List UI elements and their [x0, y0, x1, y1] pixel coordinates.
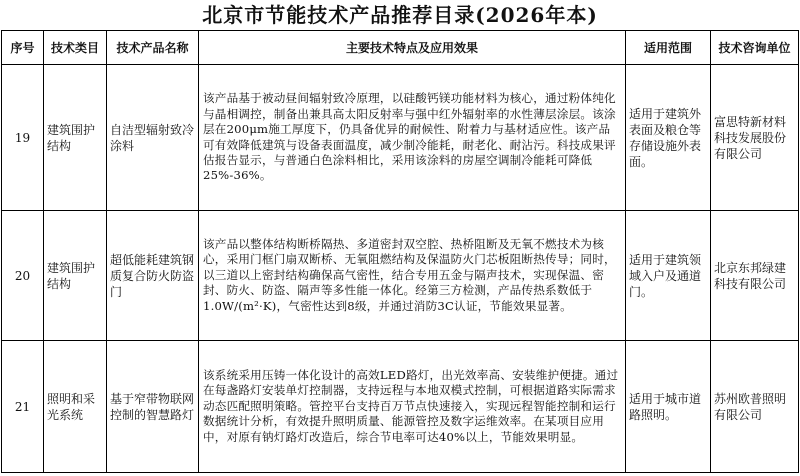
row-description: 该系统采用压铸一体化设计的高效LED路灯，出光效率高、安装维护便捷。通过在每盏路灯安装单灯控制器，支持远程与本地双模式控制，可根据道路实际需求动态匹配照明策略。管控平台支持百万节点快速接入，实现远程智能控制和运行数据统计分析，有效提升照明质量、能源管控及数字运维效率。在某项目应用中，对原有钠灯路灯改造后，综合节电率可达40%以上，节能效果明显。 — [199, 341, 626, 473]
header-description: 主要技术特点及应用效果 — [199, 31, 626, 65]
row-product-name: 基于窄带物联网控制的智慧路灯 — [107, 341, 199, 473]
header-category: 技术类目 — [44, 31, 107, 65]
header-num: 序号 — [2, 31, 44, 65]
row-scope: 适用于城市道路照明。 — [626, 341, 711, 473]
row-num: 20 — [2, 211, 44, 341]
row-description: 该产品基于被动昼间辐射致冷原理，以硅酸钙镁功能材料为核心，通过粉体纯化与晶相调控，制备出兼具高太阳反射率与强中红外辐射率的水性薄层涂层。该涂层在200μm施工厚度下，仍具备优异的耐候性、附着力与基材适应性。该产品可有效降低建筑与设备表面温度，减少制冷能耗，耐老化、耐沾污。科技成果评估报告显示，与普通白色涂料相比，采用该涂料的房屋空调制冷能耗可降低25%-36%。 — [199, 65, 626, 211]
row-product-name: 自洁型辐射致冷涂料 — [107, 65, 199, 211]
table-row — [2, 341, 799, 473]
row-consulting-unit: 富思特新材料科技发展股份有限公司 — [711, 65, 799, 211]
document-title: 北京市节能技术产品推荐目录(2026年本) — [202, 3, 598, 27]
row-product-name: 超低能耗建筑钢质复合防火防盗门 — [107, 211, 199, 341]
row-scope: 适用于建筑外表面及粮仓等存储设施外表面。 — [626, 65, 711, 211]
header-unit: 技术咨询单位 — [711, 31, 799, 65]
row-category: 照明和采光系统 — [44, 341, 107, 473]
row-num: 19 — [2, 65, 44, 211]
table-header-row — [2, 31, 799, 65]
table-row — [2, 211, 799, 341]
header-name: 技术产品名称 — [107, 31, 199, 65]
row-category: 建筑围护结构 — [44, 211, 107, 341]
catalog-table — [1, 30, 799, 473]
row-description: 该产品以整体结构断桥隔热、多道密封双空腔、热桥阻断及无氧不燃技术为核心，采用门框门扇双断桥、无氧阻燃结构及保温防火门芯板阻断热传导；同时，以三道以上密封结构确保高气密性，结合专用五金与隔声技术，实现保温、密封、防火、防盗、隔声等多性能一体化。经第三方检测，产品传热系数低于1.0W/(m²·K)，气密性达到8级，并通过消防3C认证，节能效果显著。 — [199, 211, 626, 341]
row-consulting-unit: 北京东邦绿建科技有限公司 — [711, 211, 799, 341]
table-row — [2, 65, 799, 211]
row-category: 建筑围护结构 — [44, 65, 107, 211]
row-num: 21 — [2, 341, 44, 473]
header-scope: 适用范围 — [626, 31, 711, 65]
row-consulting-unit: 苏州欧普照明有限公司 — [711, 341, 799, 473]
row-scope: 适用于建筑领域入户及通道门。 — [626, 211, 711, 341]
